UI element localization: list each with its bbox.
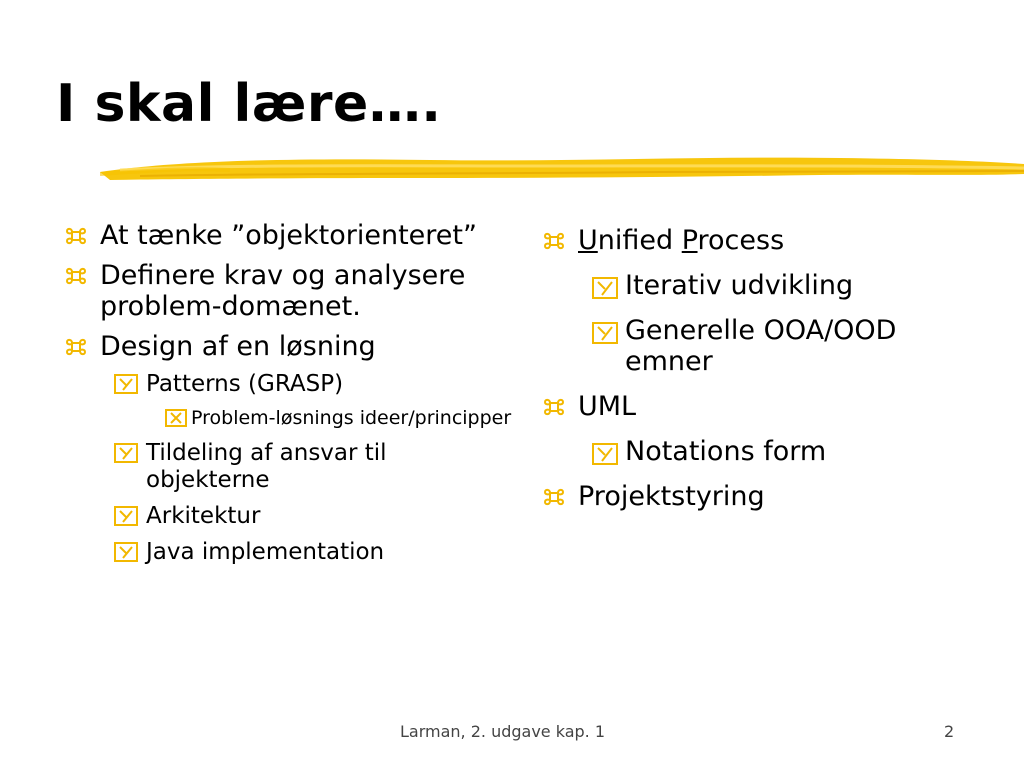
command-icon xyxy=(542,391,566,428)
footer-source: Larman, 2. udgave kap. 1 xyxy=(400,722,606,741)
underlined-p: P xyxy=(681,225,698,256)
list-item xyxy=(540,481,980,512)
list-item-text: Tildeling af ansvar til objekterne xyxy=(146,440,387,493)
list-item xyxy=(62,220,512,251)
command-icon xyxy=(64,220,88,257)
list-item xyxy=(540,436,980,467)
page-number: 2 xyxy=(944,722,955,741)
title-underline-brushstroke xyxy=(100,148,1024,188)
list-item-text: Generelle OOA/OOD emner xyxy=(625,315,897,377)
checkbox-y-icon xyxy=(114,542,138,569)
checkbox-y-icon xyxy=(114,506,138,533)
checkbox-y-icon xyxy=(592,320,618,351)
list-item-text: Patterns (GRASP) xyxy=(146,371,344,397)
list-item-text: Java implementation xyxy=(146,539,385,565)
text-nified: nified xyxy=(597,225,682,256)
list-item xyxy=(62,331,512,362)
list-item xyxy=(540,391,980,422)
list-item xyxy=(540,270,980,301)
list-item xyxy=(62,503,512,530)
slide-title: I skal lære…. xyxy=(56,74,442,134)
list-item-text: Definere krav og analysere problem-domænet. xyxy=(100,260,466,322)
list-item xyxy=(62,440,512,494)
list-item-text: Projektstyring xyxy=(578,481,765,512)
text-rocess: rocess xyxy=(697,225,785,256)
underlined-u: U xyxy=(578,225,598,256)
list-item xyxy=(540,225,980,256)
command-icon xyxy=(542,481,566,518)
command-icon xyxy=(542,225,566,262)
list-item-text: Design af en løsning xyxy=(100,331,376,362)
list-item xyxy=(540,315,980,377)
list-item-text: Arkitektur xyxy=(146,503,261,529)
list-item xyxy=(62,539,512,566)
left-column xyxy=(62,220,512,575)
right-column xyxy=(540,225,980,526)
list-item xyxy=(62,407,512,430)
unified-process-text xyxy=(578,225,784,256)
command-icon xyxy=(64,260,88,297)
checkbox-y-icon xyxy=(114,443,138,470)
list-item-text: At tænke ”objektorienteret” xyxy=(100,220,477,251)
list-item xyxy=(62,371,512,398)
checkbox-y-icon xyxy=(592,441,618,472)
checkbox-x-icon xyxy=(165,409,187,433)
list-item xyxy=(62,260,512,322)
command-icon xyxy=(64,331,88,368)
list-item-text: Notations form xyxy=(625,436,827,467)
checkbox-y-icon xyxy=(114,374,138,401)
checkbox-y-icon xyxy=(592,275,618,306)
list-item-text: Iterativ udvikling xyxy=(625,270,854,301)
list-item-text: Problem-løsnings ideer/principper xyxy=(191,407,512,429)
list-item-text: UML xyxy=(578,391,637,422)
